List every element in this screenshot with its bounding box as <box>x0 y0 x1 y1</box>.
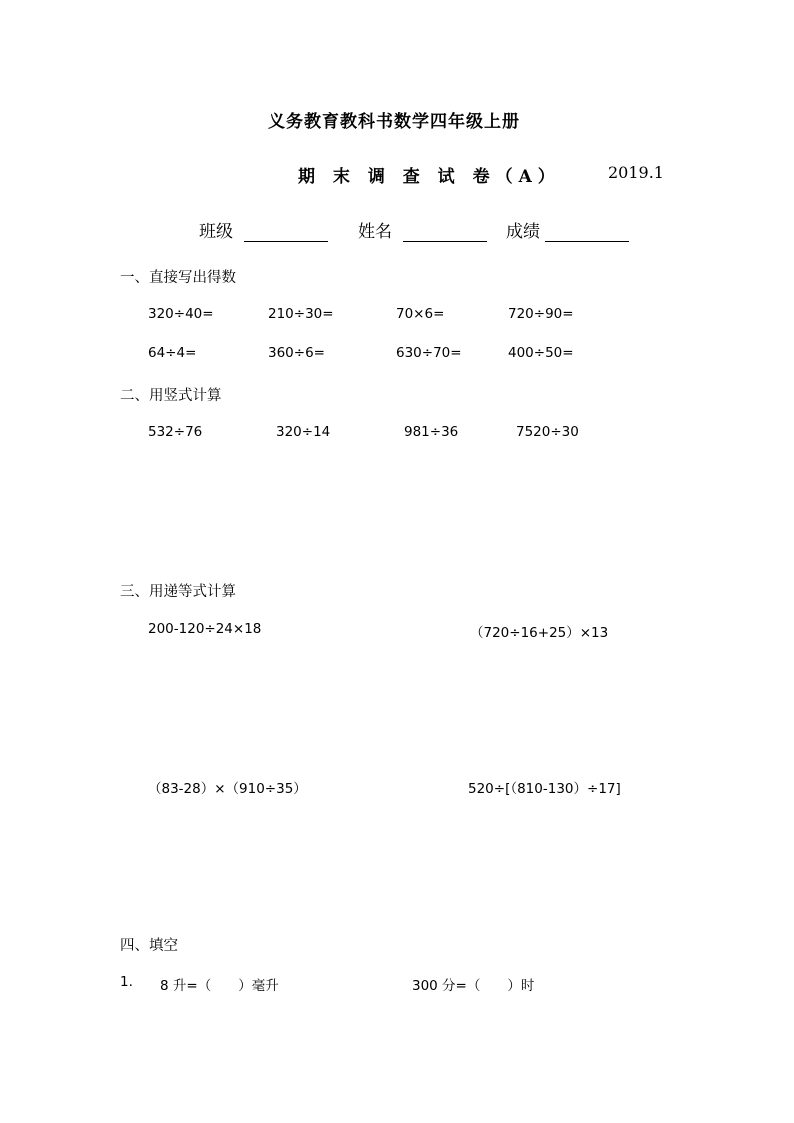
s2-item: 981÷36 <box>404 424 459 440</box>
s1-item: 400÷50= <box>508 345 574 361</box>
s1-item: 64÷4= <box>148 345 197 361</box>
score-field <box>506 217 629 242</box>
s3-item: 200-120÷24×18 <box>148 621 262 637</box>
s3-item: （720÷16+25）×13 <box>470 625 609 641</box>
section-4-title: 四、填空 <box>120 938 178 954</box>
s1-item: 630÷70= <box>396 345 462 361</box>
s3-item: 520÷[（810-130）÷17] <box>468 781 621 797</box>
section-1-title: 一、直接写出得数 <box>120 270 236 286</box>
class-label: 班级 <box>199 222 233 242</box>
s1-item: 320÷40= <box>148 306 214 322</box>
section-3-title: 三、用递等式计算 <box>120 584 236 600</box>
s1-item: 210÷30= <box>268 306 334 322</box>
exam-title: 义务教育教科书数学四年级上册 <box>268 112 520 132</box>
name-field <box>358 217 487 242</box>
s1-item: 70×6= <box>396 306 445 322</box>
s1-item: 720÷90= <box>508 306 574 322</box>
score-blank[interactable] <box>545 223 629 242</box>
s3-item: （83-28）×（910÷35） <box>148 781 307 797</box>
score-label: 成绩 <box>506 222 540 242</box>
s2-item: 532÷76 <box>148 424 203 440</box>
class-blank[interactable] <box>244 223 328 242</box>
name-blank[interactable] <box>403 223 487 242</box>
exam-date: 2019.1 <box>608 163 664 182</box>
question-number: 1. <box>120 974 133 990</box>
class-field <box>199 217 328 242</box>
fill-blank-item: 8 升=（ ）毫升 <box>160 978 279 994</box>
section-2-title: 二、用竖式计算 <box>120 388 222 404</box>
exam-subtitle: 期 末 调 查 试 卷（A） <box>298 167 561 187</box>
s1-item: 360÷6= <box>268 345 325 361</box>
fill-blank-item: 300 分=（ ）时 <box>412 978 535 994</box>
s2-item: 7520÷30 <box>516 424 579 440</box>
s2-item: 320÷14 <box>276 424 331 440</box>
name-label: 姓名 <box>358 222 392 242</box>
